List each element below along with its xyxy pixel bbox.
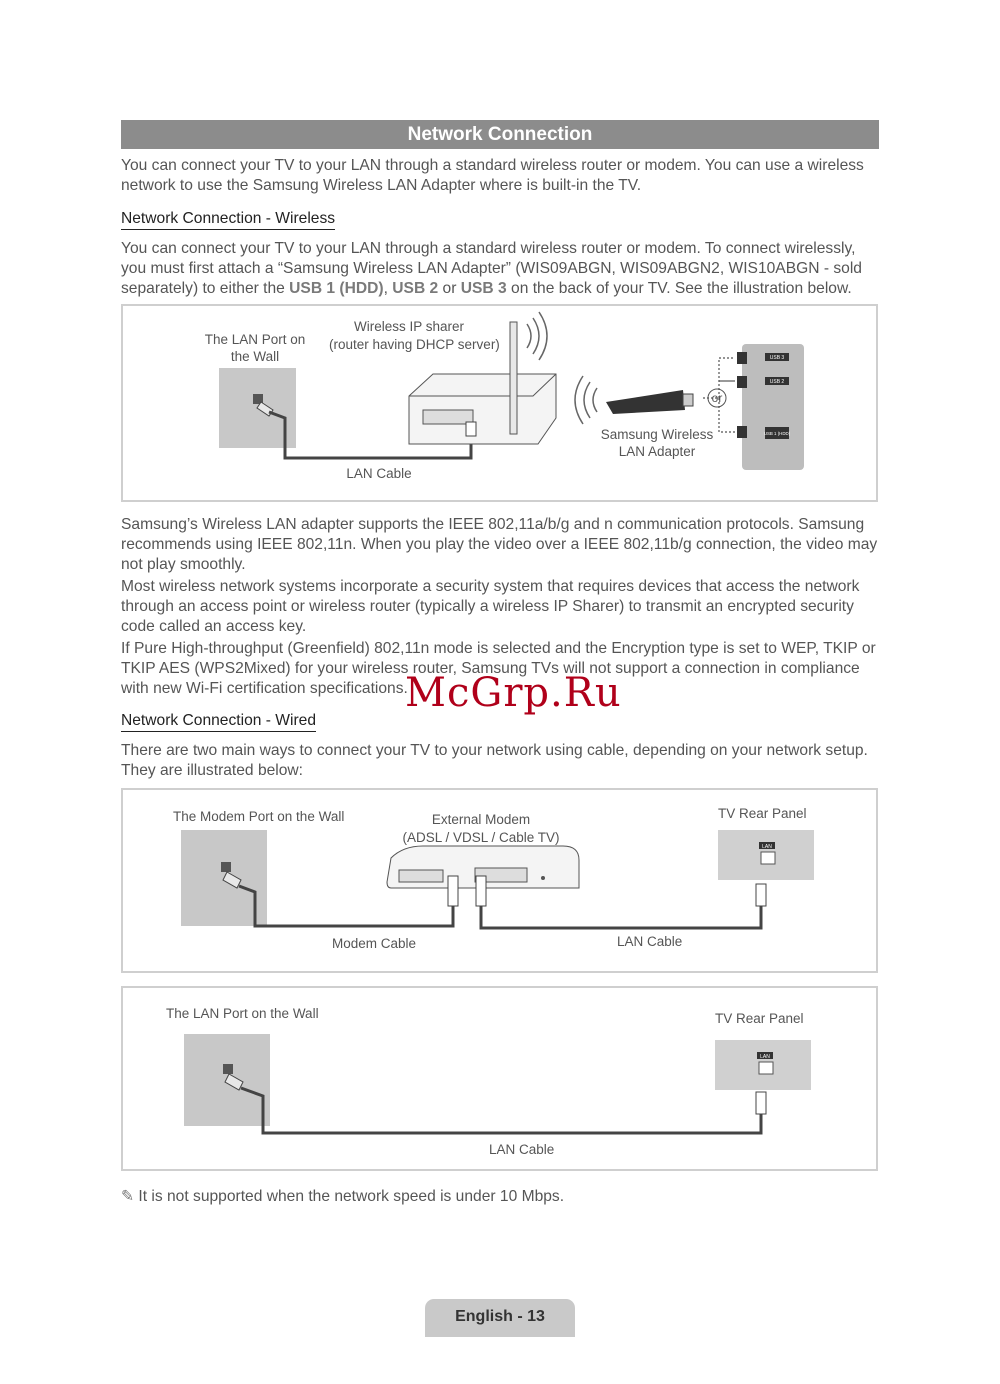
wired-wall-diagram [121, 986, 878, 1171]
tv-usb-panel [742, 344, 804, 470]
tv-port-usb1: USB 1 (HDD) [763, 431, 791, 436]
lan-cable-label: LAN Cable [489, 1142, 555, 1157]
speed-note: ✎ It is not supported when the network speed is under 10 Mbps. [121, 1188, 565, 1205]
external-modem-label-2: (ADSL / VDSL / Cable TV) [402, 830, 560, 845]
router-body [409, 374, 556, 444]
tv-port-usb2: USB 2 [769, 379, 785, 385]
wired-heading: Network Connection - Wired [121, 711, 316, 732]
wired-paragraph: There are two main ways to connect your TV to your network using cable, depending on your network setup. They are illustrated below: [121, 742, 868, 779]
tv-lan-port-label: LAN [762, 844, 772, 850]
pencil-note-icon: ✎ [121, 1188, 135, 1205]
router-antenna [510, 322, 517, 434]
modem-cable-line [239, 886, 453, 926]
lan-cable-label: LAN Cable [346, 466, 412, 481]
lan-cable-label: LAN Cable [617, 934, 683, 949]
wireless-note-2: Most wireless network systems incorporate a security system that requires devices that access the network through an access point or wireless router (typically a wireless IP Sharer) to transmit an encrypted security code called an access key. [121, 578, 860, 635]
sharer-label-line1: Wireless IP sharer [353, 319, 465, 334]
wired-modem-diagram [121, 788, 878, 973]
adapter-label-line2: LAN Adapter [618, 444, 696, 459]
sharer-label-line2: (router having DHCP server) [329, 337, 500, 352]
modem-cable-label: Modem Cable [332, 936, 417, 951]
tv-rear-panel-label: TV Rear Panel [718, 806, 807, 821]
modem-port-wall-label: The Modem Port on the Wall [173, 809, 345, 824]
lan-adapter [606, 390, 685, 414]
wireless-note-3: If Pure High-throughput (Greenfield) 802,11n mode is selected and the Encryption type is set to WEP, TKIP or TKIP AES (WPS2Mixed) for your wireless router, Samsung TVs will not support a connection in compliance with new Wi-Fi certification specifications. [121, 640, 876, 697]
lan-cable-line [241, 1088, 761, 1133]
tv-rear-panel-label: TV Rear Panel [715, 1011, 804, 1026]
wireless-paragraph: You can connect your TV to your LAN through a standard wireless router or modem. To connect wirelessly, you must first attach a “Samsung Wireless LAN Adapter” (WIS09ABGN, WIS09ABGN2, WIS10ABGN - sold separately) to either the USB 1 (HDD), USB 2 or USB 3 on the back of your TV. See the illustration below. [121, 240, 862, 297]
wireless-diagram [121, 304, 878, 502]
watermark: McGrp.Ru [405, 670, 622, 716]
lan-cable-line [481, 902, 761, 928]
or-label: or [711, 391, 723, 405]
page-title: Network Connection [121, 120, 879, 149]
tv-lan-port-label: LAN [760, 1054, 770, 1060]
lan-port-wall-label: The LAN Port on the Wall [204, 332, 306, 364]
wireless-note-1: Samsung’s Wireless LAN adapter supports the IEEE 802,11a/b/g and n communication protocols. Samsung recommends using IEEE 802,11n. When you play the video over a IEEE 802,11b/g connection, the video may not play smoothly. [121, 516, 878, 573]
page-number-tab: English - 13 [425, 1299, 575, 1337]
router-plug [466, 422, 476, 436]
intro-paragraph: You can connect your TV to your LAN through a standard wireless router or modem. You can use a wireless network to use the Samsung Wireless LAN Adapter where is built-in the TV. [121, 157, 864, 194]
lan-port-wall-label: The LAN Port on the Wall [166, 1006, 319, 1021]
wireless-heading: Network Connection - Wireless [121, 209, 335, 230]
external-modem-label-1: External Modem [431, 812, 531, 827]
tv-port-usb3: USB 3 [769, 355, 785, 361]
adapter-label-line1: Samsung Wireless [600, 427, 714, 442]
